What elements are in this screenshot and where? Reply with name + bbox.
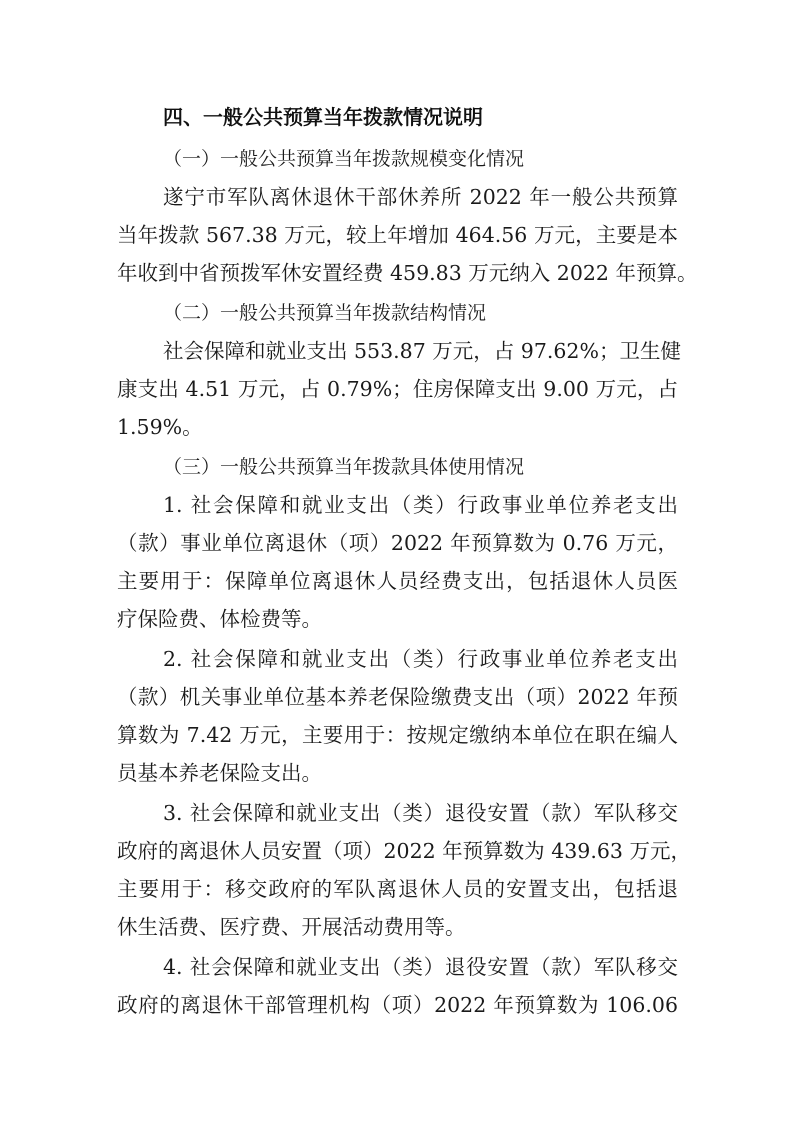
- list-item-line: 员基本养老保险支出。: [117, 761, 322, 785]
- list-item-line: 3. 社会保障和就业支出（类）退役安置（款）军队移交: [163, 801, 678, 825]
- list-item-line: 政府的离退休干部管理机构（项）2022 年预算数为 106.06: [117, 993, 678, 1017]
- list-item-line: 1. 社会保障和就业支出（类）行政事业单位养老支出: [163, 493, 678, 517]
- list-item-line: 疗保险费、体检费等。: [117, 607, 322, 631]
- list-item-line: 主要用于：移交政府的军队离退休人员的安置支出，包括退: [117, 877, 678, 901]
- list-item-line: 主要用于：保障单位离退休人员经费支出，包括退休人员医: [117, 569, 678, 593]
- list-item-line: 政府的离退休人员安置（项）2022 年预算数为 439.63 万元，: [117, 839, 691, 863]
- list-item-line: 2. 社会保障和就业支出（类）行政事业单位养老支出: [163, 647, 678, 671]
- paragraph-line: 年收到中省预拨军休安置经费 459.83 万元纳入 2022 年预算。: [117, 261, 698, 285]
- list-item-line: （款）事业单位离退休（项）2022 年预算数为 0.76 万元，: [117, 531, 678, 555]
- list-item-line: 算数为 7.42 万元，主要用于：按规定缴纳本单位在职在编人: [117, 723, 678, 747]
- list-item-line: 休生活费、医疗费、开展活动费用等。: [117, 915, 466, 939]
- paragraph-line: 社会保障和就业支出 553.87 万元，占 97.62%；卫生健: [163, 339, 681, 363]
- section-heading: 四、一般公共预算当年拨款情况说明: [163, 105, 483, 129]
- list-item-line: （款）机关事业单位基本养老保险缴费支出（项）2022 年预: [117, 685, 678, 709]
- paragraph-line: 康支出 4.51 万元，占 0.79%；住房保障支出 9.00 万元，占: [117, 377, 678, 401]
- list-item-line: 4. 社会保障和就业支出（类）退役安置（款）军队移交: [163, 955, 678, 979]
- paragraph-line: 1.59%。: [117, 415, 203, 439]
- subsection-title-1: （一）一般公共预算当年拨款规模变化情况: [163, 148, 525, 170]
- paragraph-line: 遂宁市军队离休退休干部休养所 2022 年一般公共预算: [163, 185, 678, 209]
- paragraph-line: 当年拨款 567.38 万元，较上年增加 464.56 万元，主要是本: [117, 223, 678, 247]
- subsection-title-2: （二）一般公共预算当年拨款结构情况: [163, 302, 487, 324]
- subsection-title-3: （三）一般公共预算当年拨款具体使用情况: [163, 456, 525, 478]
